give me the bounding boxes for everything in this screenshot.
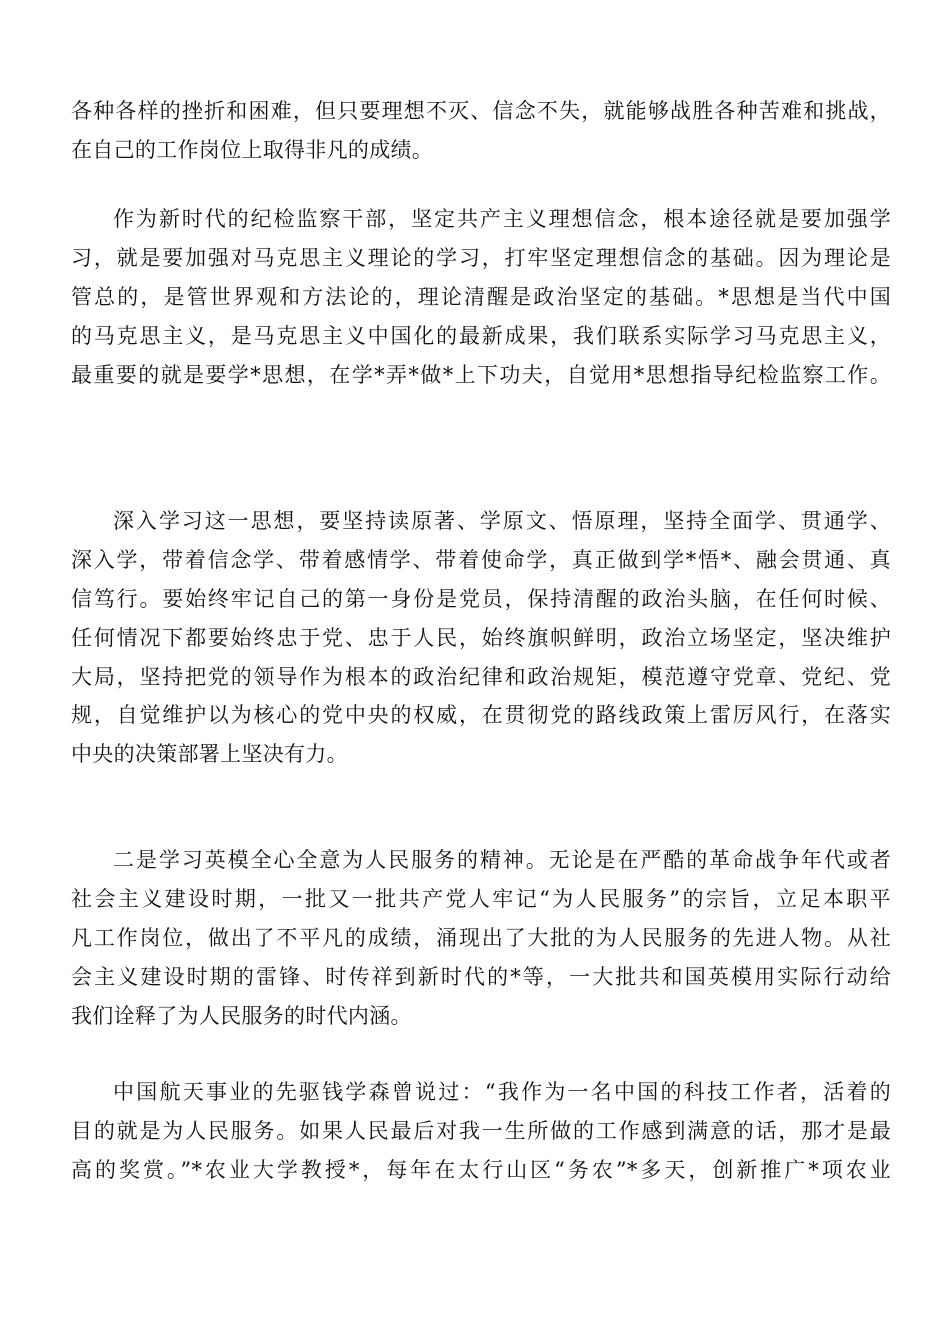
text-line: 最重要的就是要学*思想，在学*弄*做*上下功夫，自觉用*思想指导纪检监察工作。 [71, 362, 891, 387]
text-line: 中央的决策部署上坚决有力。 [71, 742, 348, 767]
text-line: 管总的，是管世界观和方法论的，理论清醒是政治坚定的基础。*思想是当代中国 [71, 284, 891, 309]
text-line: 中国航天事业的先驱钱学森曾说过：“我作为一名中国的科技工作者，活着的 [113, 1080, 891, 1104]
text-line: 任何情况下都要始终忠于党、忠于人民，始终旗帜鲜明，政治立场坚定，坚决维护 [71, 625, 891, 650]
text-line: 大局，坚持把党的领导作为根本的政治纪律和政治规矩，模范遵守党章、党纪、党 [71, 664, 891, 689]
text-line: 的马克思主义，是马克思主义中国化的最新成果，我们联系实际学习马克思主义， [71, 323, 891, 348]
text-line: 规，自觉维护以为核心的党中央的权威，在贯彻党的路线政策上雷厉风行，在落实 [71, 703, 891, 728]
paragraph-4 [71, 841, 891, 1035]
paragraph-5 [71, 1073, 891, 1190]
paragraph-2 [71, 200, 891, 394]
text-line: 我们诠释了为人民服务的时代内涵。 [71, 1003, 412, 1028]
text-line: 深入学，带着信念学、带着感情学、带着使命学，真正做到学*悟*、融会贯通、真 [71, 547, 891, 572]
text-line: 在自己的工作岗位上取得非凡的成绩。 [71, 137, 434, 162]
text-line: 凡工作岗位，做出了不平凡的成绩，涌现出了大批的为人民服务的先进人物。从社 [71, 925, 891, 950]
paragraph-1 [71, 92, 891, 170]
text-line: 社会主义建设时期，一批又一批共产党人牢记“为人民服务”的宗旨，立足本职平 [71, 886, 891, 911]
text-line: 作为新时代的纪检监察干部，坚定共产主义理想信念，根本途径就是要加强学 [113, 207, 891, 231]
text-line: 信笃行。要始终牢记自己的第一身份是党员，保持清醒的政治头脑，在任何时候、 [71, 586, 891, 611]
text-line: 深入学习这一思想，要坚持读原著、学原文、悟原理，坚持全面学、贯通学、 [113, 509, 891, 533]
paragraph-3 [71, 502, 891, 774]
text-line: 会主义建设时期的雷锋、时传祥到新时代的*等，一大批共和国英模用实际行动给 [71, 964, 891, 989]
text-line: 目的就是为人民服务。如果人民最后对我一生所做的工作感到满意的话，那才是最 [71, 1118, 891, 1143]
text-line: 各种各样的挫折和困难，但只要理想不灭、信念不失，就能够战胜各种苦难和挑战， [71, 99, 891, 123]
text-line: 习，就是要加强对马克思主义理论的学习，打牢坚定理想信念的基础。因为理论是 [71, 245, 891, 270]
text-line: 二是学习英模全心全意为人民服务的精神。无论是在严酷的革命战争年代或者 [113, 848, 891, 872]
text-line: 高的奖赏。”*农业大学教授*，每年在太行山区“务农”*多天，创新推广*项农业 [71, 1157, 891, 1182]
